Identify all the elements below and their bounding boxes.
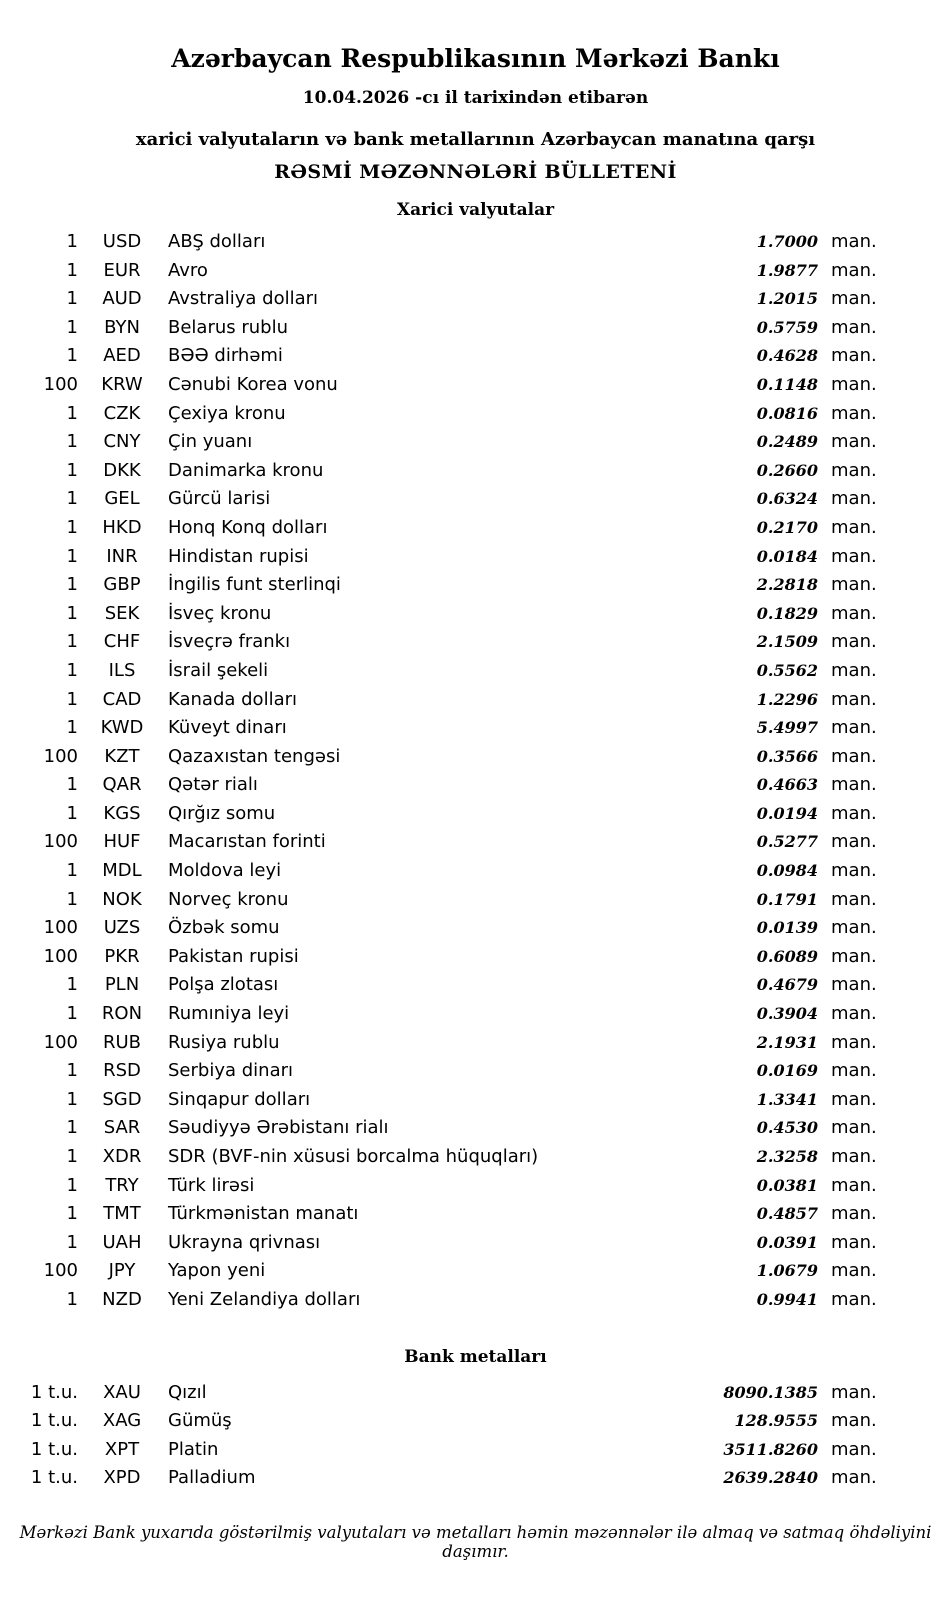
rate-value: 0.5562 (756, 660, 818, 680)
currency-code: UAH (102, 1231, 142, 1253)
currency-name: Kanada dolları (168, 688, 298, 710)
currency-name: Qırğız somu (168, 802, 276, 824)
currency-code: KGS (103, 802, 141, 824)
unit-label: man. (831, 516, 877, 538)
rate-row (0, 1000, 880, 1029)
rate-row (0, 657, 880, 686)
quantity-cell: 1 (66, 259, 78, 281)
currency-code: SEK (104, 602, 140, 624)
unit-label: man. (831, 1260, 877, 1282)
unit-label: man. (831, 917, 877, 939)
rate-value: 1.2296 (756, 689, 818, 709)
currency-name: Danimarka kronu (168, 459, 324, 481)
rate-value: 2.3258 (756, 1147, 818, 1166)
quantity-cell: 1 (66, 1231, 78, 1253)
rate-value: 0.0391 (756, 1232, 818, 1252)
currency-code: KZT (104, 745, 140, 767)
unit-label: man. (831, 1003, 877, 1025)
rate-row (0, 228, 880, 257)
rate-value: 0.4663 (756, 775, 818, 795)
currency-code: GBP (103, 574, 141, 596)
currency-code: HUF (103, 831, 141, 853)
quantity-cell: 1 (66, 488, 78, 510)
rate-row (0, 800, 880, 829)
rate-value: 0.9941 (756, 1289, 818, 1309)
rate-row (0, 686, 880, 715)
rate-value: 2.1931 (756, 1032, 818, 1052)
currency-code: RUB (102, 1031, 142, 1053)
quantity-cell: 1 (66, 860, 78, 882)
currency-name: Sinqapur dolları (168, 1088, 311, 1110)
currency-code: ILS (108, 659, 136, 681)
bulletin-subtitle: xarici valyutaların və bank metallarının Azərbaycan manatına qarşı (135, 129, 816, 150)
currency-code: HKD (102, 516, 142, 538)
unit-label: man. (831, 1088, 877, 1110)
rate-row (0, 1029, 880, 1058)
rate-value: 0.0984 (756, 861, 818, 881)
effective-date-line: 10.04.2026 -cı il tarixindən etibarən (302, 88, 649, 108)
currency-code: RON (101, 1003, 143, 1025)
rate-value: 0.4530 (756, 1118, 818, 1138)
currency-code: JPY (108, 1260, 136, 1282)
rate-row (0, 1143, 880, 1172)
rate-row (0, 1172, 880, 1201)
rate-value: 128.9555 (734, 1411, 818, 1431)
currency-code: PKR (104, 945, 140, 967)
quantity-cell: 1 (66, 1060, 78, 1082)
quantity-cell: 1 t.u. (30, 1381, 78, 1403)
currency-name: Yeni Zelandiya dolları (168, 1288, 361, 1310)
rate-row (0, 1114, 880, 1143)
currency-code: INR (106, 545, 138, 567)
quantity-cell: 1 (66, 459, 78, 481)
unit-label: man. (831, 288, 877, 310)
rate-row (0, 285, 880, 314)
unit-label: man. (831, 1288, 877, 1310)
currency-name: Küveyt dinarı (168, 717, 287, 739)
currency-name: Norveç kronu (168, 888, 289, 910)
quantity-cell: 1 (66, 288, 78, 310)
currency-name: Səudiyyə Ərəbistanı rialı (168, 1117, 389, 1139)
unit-label: man. (831, 974, 877, 996)
unit-label: man. (831, 945, 877, 967)
rate-value: 1.7000 (756, 232, 818, 251)
quantity-cell: 1 (66, 1288, 78, 1310)
currency-name: Macarıstan forinti (168, 831, 326, 853)
currency-code: QAR (102, 774, 142, 796)
currency-name: Qızıl (168, 1381, 207, 1403)
currency-name: BƏƏ dirhəmi (168, 345, 283, 367)
unit-label: man. (831, 1031, 877, 1053)
currency-rate-table (0, 228, 880, 1315)
currency-code: CAD (102, 688, 142, 710)
rate-value: 0.6324 (756, 489, 818, 509)
quantity-cell: 1 (66, 802, 78, 824)
unit-label: man. (831, 316, 877, 338)
rate-row (0, 714, 880, 743)
currency-code: KRW (101, 373, 143, 395)
unit-label: man. (831, 831, 877, 853)
currency-code: PLN (104, 974, 140, 996)
unit-label: man. (831, 1231, 877, 1253)
rate-value: 0.3566 (756, 746, 818, 766)
rate-row (0, 1464, 880, 1493)
rate-value: 2.1509 (756, 632, 818, 652)
rate-value: 0.4679 (756, 975, 818, 995)
unit-label: man. (831, 1381, 877, 1403)
rate-value: 0.5277 (756, 832, 818, 852)
quantity-cell: 1 (66, 231, 78, 252)
currency-name: Qətər rialı (168, 774, 258, 796)
currency-name: Moldova leyi (168, 860, 282, 882)
rate-row (0, 1200, 880, 1229)
currency-code: MDL (102, 860, 142, 882)
rate-row (0, 543, 880, 572)
unit-label: man. (831, 1060, 877, 1082)
currency-name: İsveç kronu (168, 602, 272, 624)
currency-name: İsrail şekeli (168, 659, 269, 681)
quantity-cell: 1 (66, 431, 78, 453)
currency-code: CZK (103, 402, 141, 424)
currency-name: Hindistan rupisi (168, 545, 309, 567)
rate-value: 3511.8260 (723, 1439, 818, 1459)
unit-label: man. (831, 745, 877, 767)
currency-code: SAR (103, 1117, 141, 1139)
quantity-cell: 1 (66, 688, 78, 710)
rate-row (0, 571, 880, 600)
unit-label: man. (831, 602, 877, 624)
currency-code: RSD (103, 1060, 141, 1082)
unit-label: man. (831, 688, 877, 710)
currency-code: XAU (103, 1381, 141, 1403)
rate-value: 1.3341 (756, 1089, 818, 1109)
quantity-cell: 1 t.u. (30, 1410, 78, 1432)
currency-name: Honq Konq dolları (168, 516, 328, 538)
rate-value: 1.9877 (756, 260, 818, 280)
rate-row (0, 1086, 880, 1115)
rate-row (0, 371, 880, 400)
quantity-cell: 1 (66, 545, 78, 567)
currency-name: ABŞ dolları (168, 231, 266, 252)
quantity-cell: 1 (66, 631, 78, 653)
rate-row (0, 743, 880, 772)
currency-name: Pakistan rupisi (168, 945, 299, 967)
rate-value: 0.0381 (756, 1175, 818, 1195)
quantity-cell: 1 (66, 1203, 78, 1225)
currency-name: SDR (BVF-nin xüsusi borcalma hüquqları) (168, 1146, 539, 1167)
quantity-cell: 1 (66, 774, 78, 796)
currency-name: Platin (168, 1438, 219, 1460)
unit-label: man. (831, 802, 877, 824)
currency-name: Serbiya dinarı (168, 1060, 293, 1082)
currency-name: Rusiya rublu (168, 1031, 280, 1053)
rate-row (0, 971, 880, 1000)
currency-name: Qazaxıstan tengəsi (168, 745, 341, 767)
rate-row (0, 257, 880, 286)
rate-row (0, 1057, 880, 1086)
unit-label: man. (831, 659, 877, 681)
rate-value: 0.0184 (756, 546, 818, 566)
unit-label: man. (831, 402, 877, 424)
quantity-cell: 1 (66, 574, 78, 596)
currency-name: Türkmənistan manatı (168, 1203, 359, 1225)
quantity-cell: 1 (66, 1174, 78, 1196)
currency-name: Çexiya kronu (168, 402, 286, 424)
currency-name: İsveçrə frankı (168, 631, 291, 653)
currency-code: EUR (103, 259, 141, 281)
unit-label: man. (831, 231, 877, 252)
currency-code: USD (102, 231, 142, 252)
unit-label: man. (831, 717, 877, 739)
rate-value: 0.4857 (756, 1204, 818, 1224)
currency-name: Avstraliya dolları (168, 288, 319, 310)
bulletin-title: RƏSMİ MƏZƏNNƏLƏRİ BÜLLETENİ (274, 161, 677, 183)
currency-code: XPT (104, 1438, 140, 1460)
currency-name: Avro (168, 259, 208, 281)
currency-name: Palladium (168, 1467, 256, 1489)
currency-name: Belarus rublu (168, 316, 289, 338)
rate-value: 0.0194 (756, 803, 818, 823)
rate-row (0, 914, 880, 943)
unit-label: man. (831, 1146, 877, 1167)
currency-code: SGD (102, 1088, 142, 1110)
quantity-cell: 1 (66, 1088, 78, 1110)
rate-value: 0.5759 (756, 317, 818, 337)
currency-code: XAG (102, 1410, 142, 1432)
unit-label: man. (831, 574, 877, 596)
rate-value: 0.1148 (756, 374, 818, 394)
quantity-cell: 100 (43, 1260, 78, 1282)
rate-row (0, 1379, 880, 1408)
rate-row (0, 1229, 880, 1258)
currency-name: Türk lirəsi (168, 1174, 255, 1196)
currency-code: GEL (104, 488, 140, 510)
rate-value: 8090.1385 (723, 1382, 818, 1402)
rate-value: 0.2170 (756, 517, 818, 537)
quantity-cell: 1 t.u. (30, 1467, 78, 1489)
currency-code: XPD (103, 1467, 141, 1489)
quantity-cell: 100 (43, 831, 78, 853)
rate-value: 1.2015 (756, 289, 818, 309)
metals-section-title: Bank metalları (404, 1346, 547, 1367)
quantity-cell: 1 (66, 1003, 78, 1025)
unit-label: man. (831, 888, 877, 910)
unit-label: man. (831, 545, 877, 567)
currency-name: Gümüş (168, 1410, 232, 1432)
rate-value: 0.1829 (756, 603, 818, 623)
quantity-cell: 100 (43, 745, 78, 767)
rate-row (0, 943, 880, 972)
unit-label: man. (831, 459, 877, 481)
quantity-cell: 1 (66, 888, 78, 910)
rate-value: 0.4628 (756, 346, 818, 366)
quantity-cell: 1 (66, 516, 78, 538)
rate-value: 0.3904 (756, 1004, 818, 1024)
currency-code: CHF (103, 631, 141, 653)
unit-label: man. (831, 345, 877, 367)
rate-value: 0.0816 (756, 403, 818, 423)
quantity-cell: 1 (66, 974, 78, 996)
quantity-cell: 100 (43, 373, 78, 395)
rate-row (0, 400, 880, 429)
quantity-cell: 1 t.u. (30, 1438, 78, 1460)
currency-name: Rumıniya leyi (168, 1003, 290, 1025)
rate-row (0, 428, 880, 457)
quantity-cell: 100 (43, 917, 78, 939)
rate-row (0, 771, 880, 800)
quantity-cell: 1 (66, 602, 78, 624)
unit-label: man. (831, 1203, 877, 1225)
rate-row (0, 1286, 880, 1315)
rate-value: 1.0679 (756, 1261, 818, 1281)
rate-row (0, 1407, 880, 1436)
quantity-cell: 1 (66, 402, 78, 424)
unit-label: man. (831, 373, 877, 395)
currency-code: NOK (102, 888, 142, 910)
rate-value: 0.1791 (756, 889, 818, 909)
rate-row (0, 314, 880, 343)
currency-code: BYN (104, 316, 140, 338)
rate-row (0, 857, 880, 886)
currency-name: Özbək somu (168, 917, 280, 939)
rate-value: 5.4997 (756, 718, 818, 738)
rate-row (0, 1436, 880, 1465)
quantity-cell: 100 (43, 1031, 78, 1053)
unit-label: man. (831, 1117, 877, 1139)
unit-label: man. (831, 1467, 877, 1489)
unit-label: man. (831, 1174, 877, 1196)
currency-code: TMT (103, 1203, 141, 1225)
quantity-cell: 100 (43, 945, 78, 967)
currency-name: Ukrayna qrivnası (168, 1231, 321, 1253)
rate-row (0, 457, 880, 486)
unit-label: man. (831, 1410, 877, 1432)
rate-value: 0.6089 (756, 946, 818, 966)
currency-code: DKK (103, 459, 141, 481)
metal-rate-table (0, 1379, 880, 1493)
currency-code: TRY (105, 1174, 139, 1196)
currency-name: Gürcü larisi (168, 488, 271, 510)
rate-row (0, 628, 880, 657)
currency-name: Polşa zlotası (168, 974, 279, 996)
quantity-cell: 1 (66, 316, 78, 338)
unit-label: man. (831, 488, 877, 510)
currency-name: Yapon yeni (168, 1260, 266, 1282)
rate-row (0, 828, 880, 857)
quantity-cell: 1 (66, 659, 78, 681)
currency-name: Çin yuanı (168, 431, 253, 453)
currency-name: İngilis funt sterlinqi (168, 574, 341, 596)
currency-code: XDR (102, 1146, 142, 1167)
quantity-cell: 1 (66, 1146, 78, 1167)
unit-label: man. (831, 774, 877, 796)
unit-label: man. (831, 631, 877, 653)
currency-code: KWD (100, 717, 144, 739)
currencies-section-title: Xarici valyutalar (396, 200, 555, 220)
rate-value: 0.0139 (756, 918, 818, 938)
rate-row (0, 514, 880, 543)
unit-label: man. (831, 431, 877, 453)
currency-code: CNY (103, 431, 141, 453)
quantity-cell: 1 (66, 345, 78, 367)
currency-code: AED (103, 345, 141, 367)
rate-value: 0.0169 (756, 1061, 818, 1081)
unit-label: man. (831, 1438, 877, 1460)
quantity-cell: 1 (66, 717, 78, 739)
rate-value: 0.2489 (756, 432, 818, 452)
currency-code: AUD (102, 288, 142, 310)
rate-value: 2.2818 (756, 575, 818, 595)
currency-name: Cənubi Korea vonu (168, 373, 338, 395)
rate-row (0, 342, 880, 371)
rate-row (0, 485, 880, 514)
unit-label: man. (831, 259, 877, 281)
disclaimer-text: Mərkəzi Bank yuxarıda göstərilmiş valyutaları və metalları həmin məzənnələr ilə almaq və satmaq öhdəliyini daşımır. (19, 1522, 932, 1561)
rate-row (0, 600, 880, 629)
rate-value: 2639.2840 (723, 1468, 818, 1488)
rate-value: 0.2660 (756, 460, 818, 480)
unit-label: man. (831, 860, 877, 882)
currency-code: NZD (102, 1288, 142, 1310)
rate-row (0, 1257, 880, 1286)
page-title: Azərbaycan Respublikasının Mərkəzi Bankı (171, 44, 780, 73)
currency-code: UZS (103, 917, 141, 939)
rate-row (0, 886, 880, 915)
quantity-cell: 1 (66, 1117, 78, 1139)
